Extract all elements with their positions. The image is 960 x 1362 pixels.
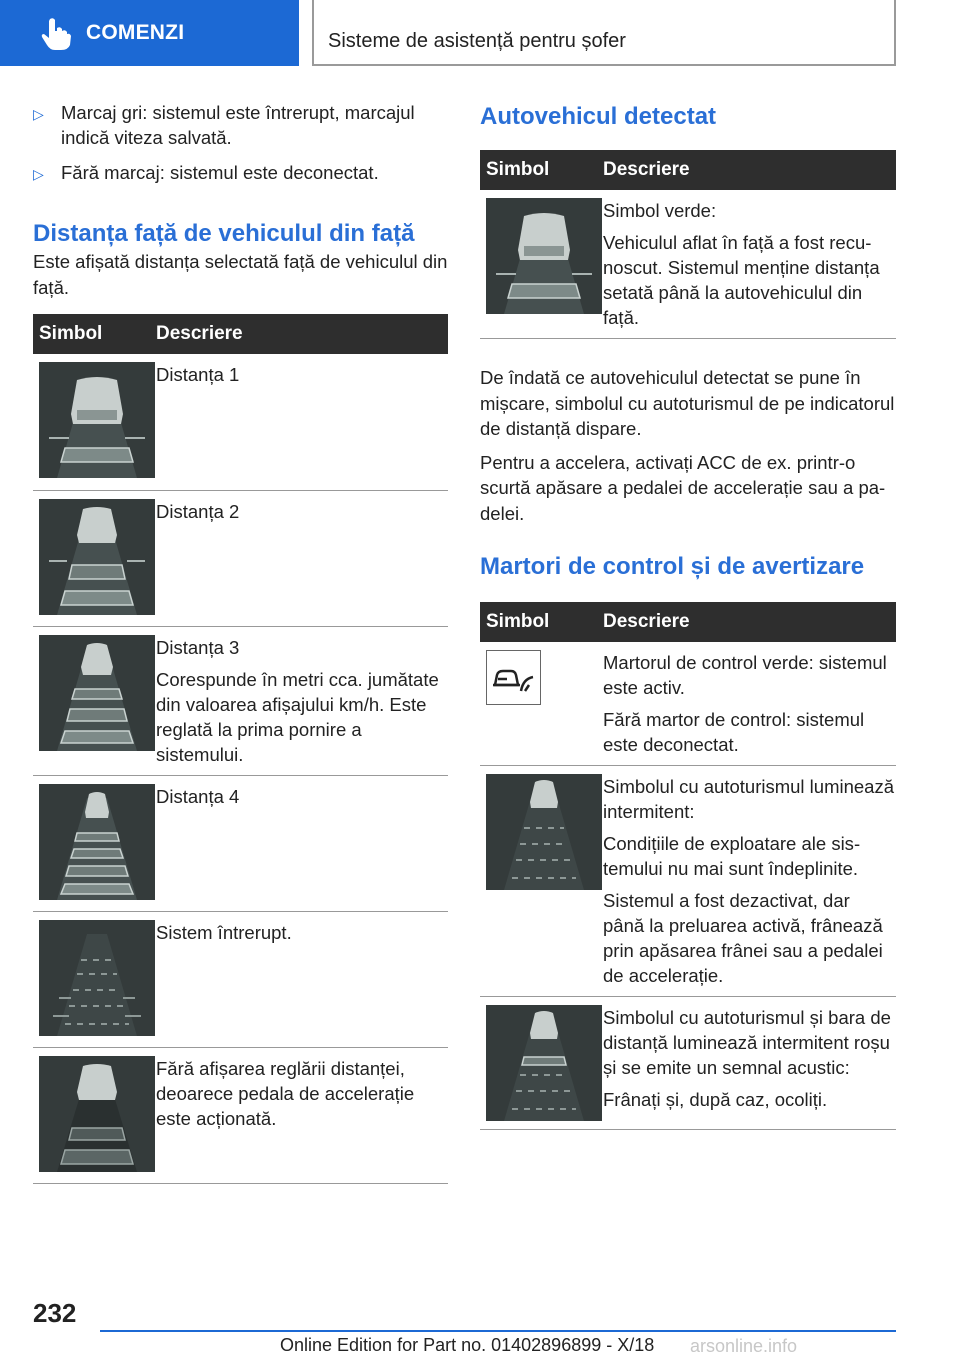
footer-divider [100,1330,896,1332]
right-column [480,100,896,1130]
accelerator-pressed-image [39,1056,155,1172]
row-text: Distanța 2 [156,500,240,522]
table-row [480,642,896,766]
row-text: Fără martor de control: sistemul este deconectat. [603,709,865,755]
bullet-text: Marcaj gri: sistemul este întrerupt, marcajul indică viteza salvată. [61,102,415,148]
acc-indicator-icon [486,650,541,705]
distance-4-image [39,784,155,900]
vehicle-detected-image [486,198,602,314]
col-header-symbol: Simbol [480,150,603,190]
section-intro: Este afișată distanța selectată față de vehiculul din față. [33,251,448,298]
row-text: Sistemul a fost dezactivat, dar până la preluarea activă, frânează prin apăsarea frânei sau a pedalei de accelerație. [603,890,883,986]
row-text: Sistem întrerupt. [156,921,292,943]
bullet-text: Fără marcaj: sistemul este deconectat. [61,162,379,183]
triangle-bullet-icon: ▷ [33,106,44,122]
row-text: Simbolul cu autoturismul și bara de distanță luminează intermitent roșu și se emite un semnal acustic: [603,1007,891,1078]
row-text: Simbol verde: [603,200,717,221]
table-row [33,775,448,911]
chapter-tab-label: COMENZI [86,21,185,44]
section-header-title: Sisteme de asistență pentru șofer [328,30,626,52]
warning-table [480,602,896,1130]
row-text: Distanța 3 [156,636,240,658]
distance-1-image [39,362,155,478]
system-interrupted-image [39,920,155,1036]
table-row [480,997,896,1130]
row-text: Distanța 1 [156,364,240,385]
vehicle-bar-flashing-image [486,1005,602,1121]
hand-pointer-icon [36,13,76,53]
body-paragraph: Pentru a accelera, activați ACC de ex. printr-o scurtă apăsare a pedalei de accelerație sau a padelei. [480,451,886,524]
section-heading-distance: Distanța față de vehiculul din față [33,220,415,247]
page-number: 232 [33,1298,77,1328]
table-row [33,354,448,490]
vehicle-flashing-image [486,774,602,890]
bullet-item [33,160,448,187]
bullet-item [33,100,448,150]
row-text: Frânați și, după caz, ocoliți. [603,1089,828,1110]
distance-2-image [39,499,155,615]
section-heading-detected: Autovehicul detectat [480,103,717,130]
body-paragraph: De îndată ce autovehiculul detectat se pune în mișcare, simbolul cu autoturismul de pe indicatorul de distanță dispare. [480,367,895,439]
row-text: Martorul de control verde: sistemul este activ. [603,652,887,698]
table-row [33,911,448,1047]
distance-table [33,314,448,1184]
table-row [33,626,448,775]
section-heading-warning: Martori de control și de avertizare [480,553,865,580]
col-header-description: Descriere [603,150,896,190]
row-text: Fără afișarea reglării distanței, deoarece pedala de accelerație este acționată. [156,1057,415,1129]
col-header-symbol: Simbol [33,314,156,354]
row-text: Distanța 4 [156,785,240,807]
table-row [33,1047,448,1183]
col-header-description: Descriere [156,314,448,354]
col-header-description: Descriere [603,602,896,642]
table-row [480,766,896,997]
col-header-symbol: Simbol [480,602,603,642]
table-header-row [480,602,896,642]
section-header [312,0,896,66]
row-text: Simbolul cu autoturismul luminează intermitent: [603,776,894,822]
table-row [480,190,896,339]
detected-table [480,150,896,339]
table-row [33,490,448,626]
table-header-row [480,150,896,190]
table-header-row [33,314,448,354]
footer-edition: Online Edition for Part no. 01402896899 - X/18 [280,1335,655,1355]
triangle-bullet-icon: ▷ [33,166,44,182]
distance-3-image [39,635,155,751]
row-text: Vehiculul aflat în față a fost recunoscut. Sistemul menține distanța setată până la autovehiculul din față. [603,232,880,328]
chapter-tab[interactable] [0,0,299,66]
left-column [33,100,448,1184]
row-text: Corespunde în metri cca. jumătate din valoarea afișajului km/h. Este reglată la prima pornire a sistemului. [156,668,439,765]
watermark: arsonline.info [690,1336,798,1356]
row-text: Condițiile de exploatare ale sistemului nu mai sunt îndeplinite. [603,833,861,879]
